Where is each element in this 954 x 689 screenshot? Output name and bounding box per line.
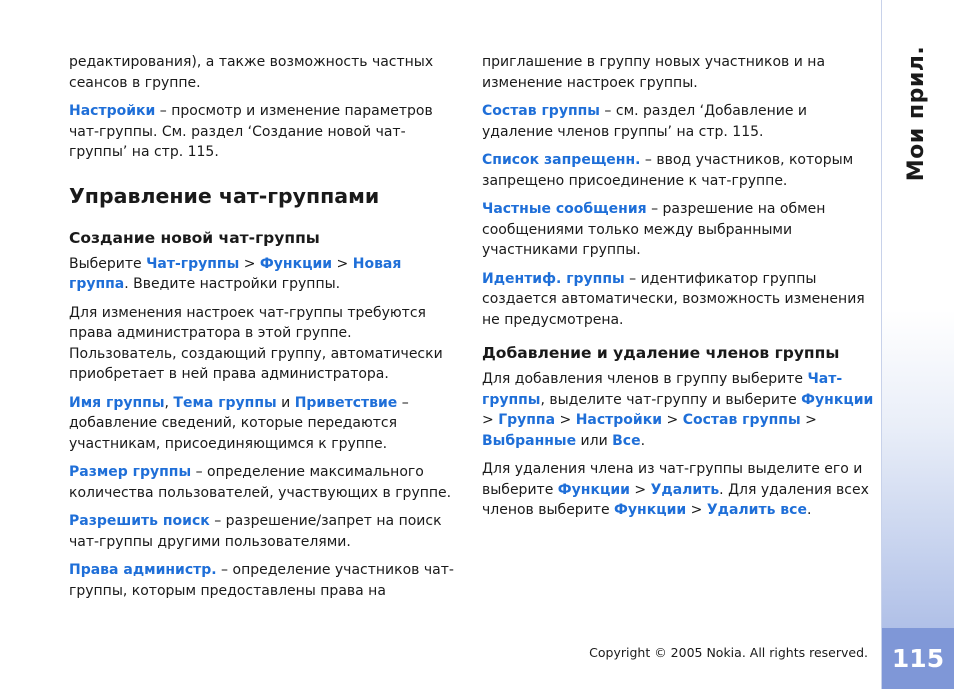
chapter-title bbox=[896, 45, 938, 181]
paragraph: приглашение в группу новых участников и на изменение настроек группы. bbox=[482, 54, 826, 91]
paragraph: Список запрещенн. – ввод участников, которым запрещено присоединение к чат-группе. bbox=[482, 152, 854, 189]
menu-keyword: Состав группы bbox=[482, 103, 600, 119]
menu-keyword: Разрешить поиск bbox=[69, 513, 210, 529]
copyright-notice: Copyright © 2005 Nokia. All rights reserved. bbox=[589, 645, 868, 660]
chapter-title-text: Мои прил. bbox=[904, 45, 930, 181]
paragraph: Имя группы, Тема группы и Приветствие – добавление сведений, которые передаются участникам, присоединяющимся к группе. bbox=[69, 394, 409, 452]
menu-keyword: Состав группы bbox=[682, 412, 801, 428]
left-column bbox=[69, 52, 459, 609]
paragraph: Разрешить поиск – разрешение/запрет на поиск чат-группы другими пользователями. bbox=[69, 513, 442, 550]
menu-keyword: Идентиф. группы bbox=[482, 270, 625, 287]
paragraph: Права администр. – определение участников чат-группы, которым предоставлены права на bbox=[69, 562, 454, 599]
menu-keyword: Все bbox=[612, 432, 641, 449]
menu-keyword: Функции bbox=[614, 502, 687, 518]
menu-keyword: Функции bbox=[801, 391, 874, 408]
page-number: 115 bbox=[891, 644, 945, 673]
menu-keyword: Чат-группы bbox=[482, 371, 843, 408]
subsection-heading: Добавление и удаление членов группы bbox=[482, 344, 840, 362]
paragraph: Выберите Чат-группы > Функции > Новая группа. Введите настройки группы. bbox=[69, 255, 402, 292]
paragraph: Настройки – просмотр и изменение параметров чат-группы. См. раздел ‘Создание новой чат-группы’ на стр. 115. bbox=[69, 103, 433, 160]
menu-keyword: Частные сообщения bbox=[482, 201, 647, 217]
menu-keyword: Функции bbox=[259, 255, 333, 272]
paragraph: Размер группы – определение максимального количества пользователей, участвующих в группе. bbox=[69, 464, 452, 501]
paragraph: редактирования), а также возможность частных сеансов в группе. bbox=[69, 54, 434, 91]
menu-keyword: Функции bbox=[557, 481, 630, 498]
subsection-heading: Создание новой чат-группы bbox=[69, 228, 320, 247]
page-number-box bbox=[882, 628, 954, 689]
menu-keyword: Права администр. bbox=[69, 562, 217, 578]
menu-keyword: Размер группы bbox=[69, 464, 192, 480]
menu-keyword: Чат-группы bbox=[146, 255, 240, 272]
paragraph: Для удаления члена из чат-группы выделите его и выберите Функции > Удалить. Для удаления всех членов выберите Функции > Удалить все. bbox=[482, 461, 869, 518]
paragraph: Для добавления членов в группу выберите Чат-группы, выделите чат-группу и выберите Функции > Группа > Настройки > Состав группы > Выбранные или Все. bbox=[482, 371, 874, 449]
menu-keyword: Новая группа bbox=[69, 255, 402, 292]
menu-keyword: Приветствие bbox=[294, 394, 398, 411]
menu-keyword: Список запрещенн. bbox=[482, 152, 641, 168]
section-heading: Управление чат-группами bbox=[69, 183, 380, 208]
paragraph: Для изменения настроек чат-группы требуются права администратора в этой группе. Пользователь, создающий группу, автоматически приобретает в ней права администратора. bbox=[69, 304, 443, 382]
right-column bbox=[482, 52, 874, 529]
menu-keyword: Имя группы bbox=[69, 394, 165, 411]
menu-keyword: Выбранные bbox=[482, 432, 577, 449]
paragraph: Частные сообщения – разрешение на обмен сообщениями только между выбранными участниками группы. bbox=[482, 201, 826, 258]
menu-keyword: Настройки bbox=[575, 412, 663, 428]
paragraph: Состав группы – см. раздел ‘Добавление и удаление членов группы’ на стр. 115. bbox=[482, 103, 808, 140]
menu-keyword: Тема группы bbox=[173, 394, 277, 411]
menu-keyword: Удалить все bbox=[706, 502, 807, 518]
menu-keyword: Группа bbox=[498, 412, 556, 428]
menu-keyword: Настройки bbox=[69, 103, 156, 119]
menu-keyword: Удалить bbox=[650, 481, 720, 498]
paragraph: Идентиф. группы – идентификатор группы создается автоматически, возможность изменения не предусмотрена. bbox=[482, 270, 865, 328]
